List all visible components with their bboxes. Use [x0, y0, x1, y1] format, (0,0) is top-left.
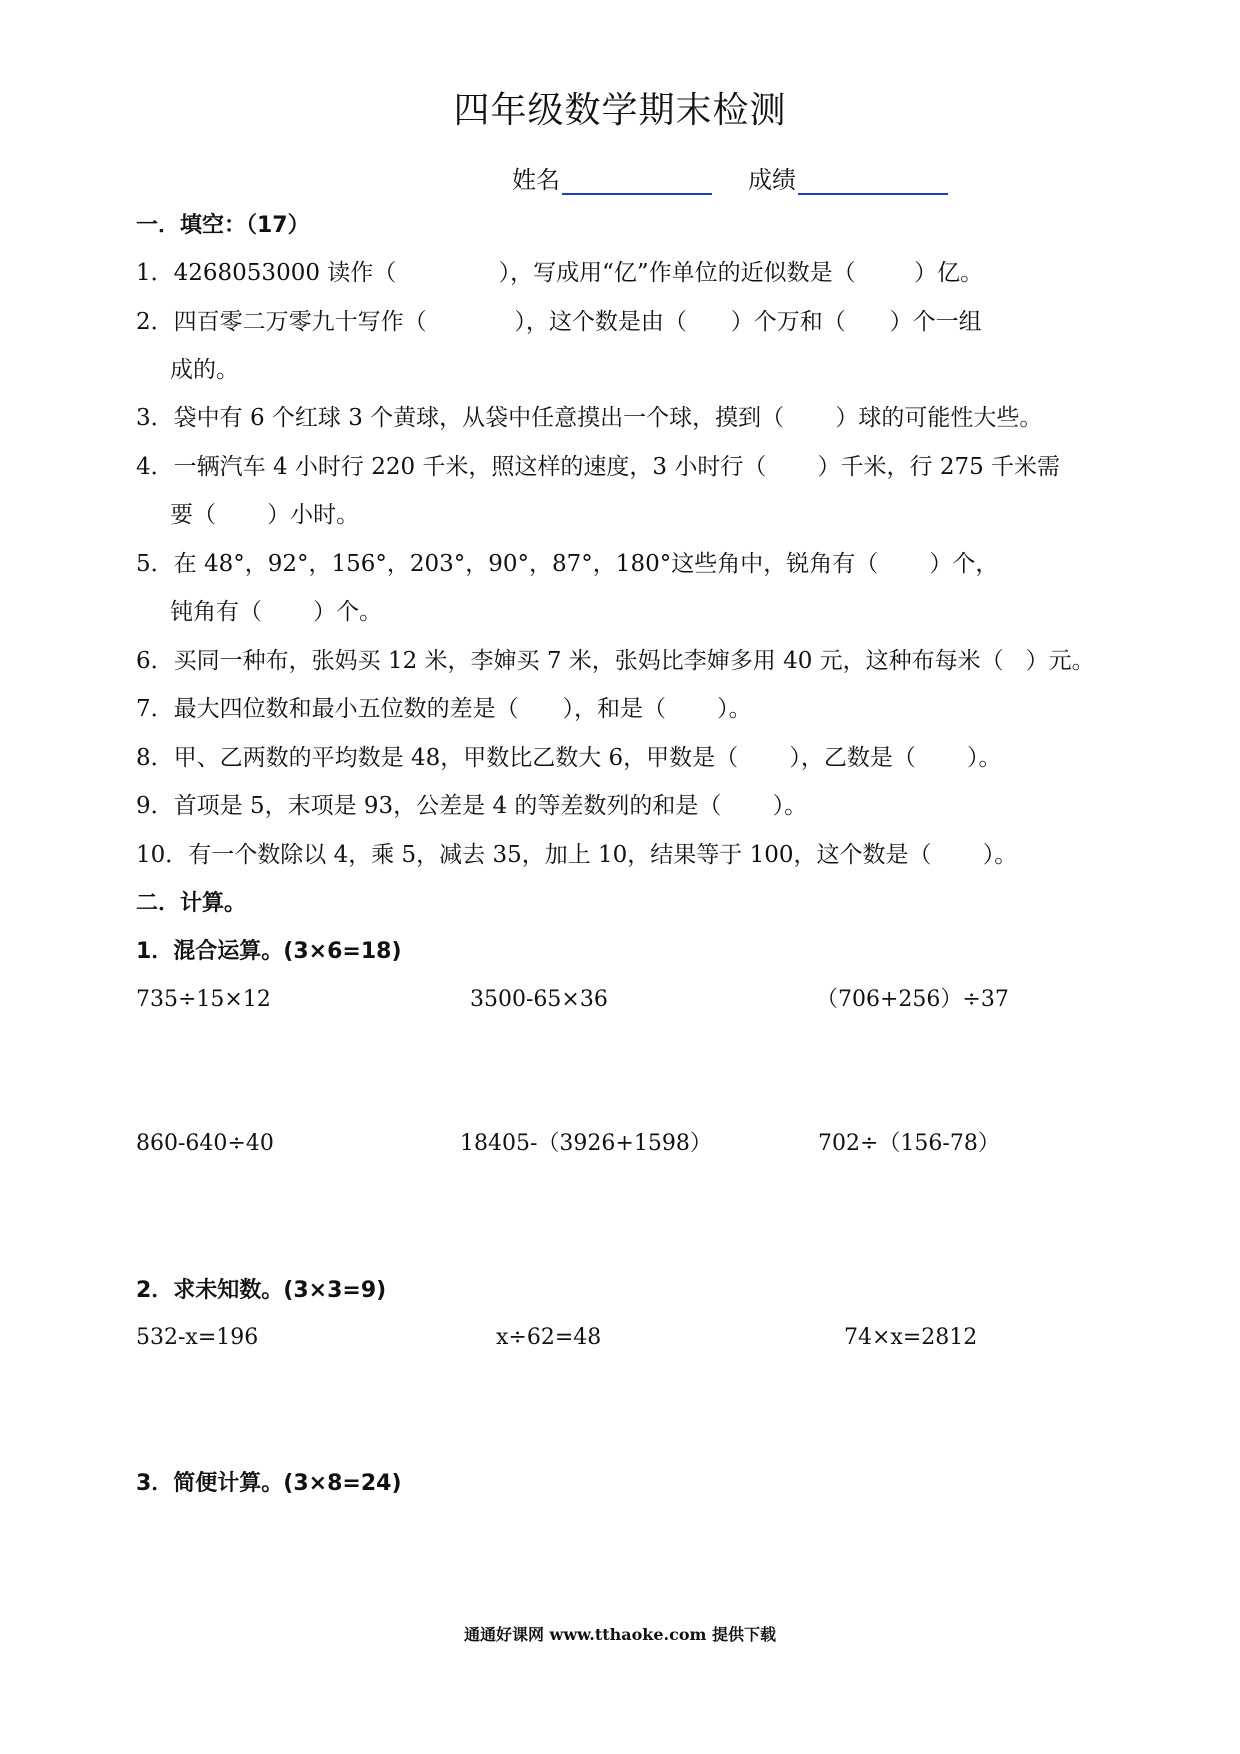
mixed-expression-4: 860-640÷40: [136, 1131, 274, 1156]
name-field[interactable]: [562, 167, 712, 195]
question-2-cont: 成的。: [170, 357, 239, 383]
question-5: 5．在 48°，92°，156°，203°，90°，87°，180°这些角中，锐角有（ ）个，: [136, 551, 999, 577]
footer-source: 通通好课网 www.tthaoke.com 提供下载: [463, 1625, 777, 1644]
page-title: 四年级数学期末检测: [453, 90, 787, 131]
section2-heading: 二．计算。: [136, 891, 247, 916]
question-5-cont: 钝角有（ ）个。: [170, 599, 383, 625]
mixed-expression-1: 735÷15×12: [136, 987, 271, 1012]
score-field[interactable]: [798, 167, 948, 195]
question-8: 8．甲、乙两数的平均数是 48，甲数比乙数大 6，甲数是（ ），乙数是（ ）。: [136, 745, 1002, 771]
name-label: 姓名: [512, 166, 560, 194]
question-2: 2．四百零二万零九十写作（ ），这个数是由（ ）个万和（ ）个一组: [136, 309, 982, 335]
question-6: 6．买同一种布，张妈买 12 米，李婶买 7 米，张妈比李婶多用 40 元，这种布每米（ ）元。: [136, 648, 1095, 674]
mixed-expression-5: 18405-（3926+1598）: [460, 1131, 712, 1156]
score-label: 成绩: [748, 166, 796, 194]
unknown-heading: 2．求未知数。(3×3=9): [136, 1278, 387, 1303]
question-4: 4．一辆汽车 4 小时行 220 千米，照这样的速度，3 小时行（ ）千米，行 275 千米需: [136, 454, 1061, 480]
mixed-operations-heading: 1．混合运算。(3×6=18): [136, 939, 402, 964]
mixed-expression-3: （706+256）÷37: [816, 987, 1009, 1012]
equation-1: 532-x=196: [136, 1325, 259, 1350]
section1-heading: 一．填空：（17）: [136, 213, 310, 238]
question-7: 7．最大四位数和最小五位数的差是（ ），和是（ ）。: [136, 696, 752, 722]
question-10: 10．有一个数除以 4，乘 5，减去 35，加上 10，结果等于 100，这个数是（ ）。: [136, 842, 1018, 868]
student-info: [512, 160, 948, 195]
question-3: 3．袋中有 6 个红球 3 个黄球，从袋中任意摸出一个球，摸到（ ）球的可能性大些。: [136, 405, 1043, 431]
question-1: 1．4268053000 读作（ ），写成用“亿”作单位的近似数是（ ）亿。: [136, 260, 984, 286]
question-9: 9．首项是 5，末项是 93，公差是 4 的等差数列的和是（ ）。: [136, 793, 808, 819]
mixed-expression-2: 3500-65×36: [470, 987, 608, 1012]
question-4-cont: 要（ ）小时。: [170, 502, 360, 528]
equation-2: x÷62=48: [496, 1325, 602, 1350]
simplified-heading: 3．简便计算。(3×8=24): [136, 1471, 402, 1496]
equation-3: 74×x=2812: [844, 1325, 978, 1350]
mixed-expression-6: 702÷（156-78）: [818, 1131, 1000, 1156]
